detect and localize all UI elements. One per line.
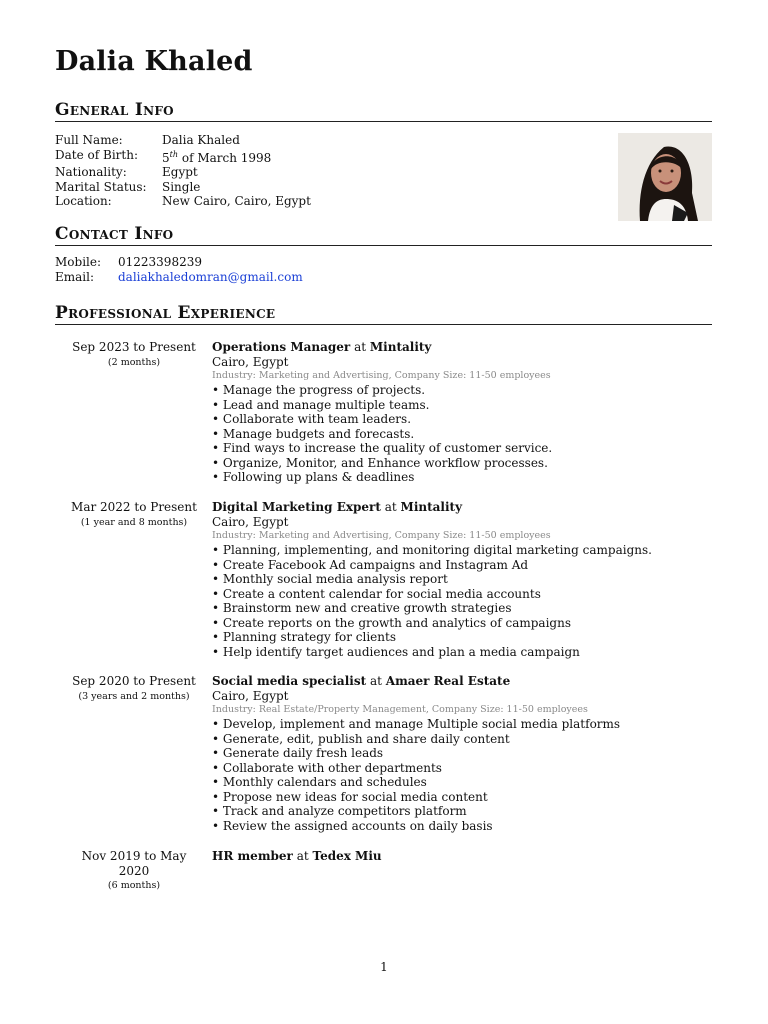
experience-date [77, 849, 191, 894]
page-number: 1 [380, 960, 388, 974]
field-marital-status [55, 180, 311, 195]
experience-details [212, 500, 712, 659]
mobile-value: 01223398239 [118, 255, 202, 269]
duty-bullet: • Develop, implement and manage Multiple social media platforms [212, 717, 712, 732]
role-line [212, 500, 712, 515]
duration: (1 year and 8 months) [80, 516, 188, 528]
general-info-section [55, 100, 712, 122]
role-title: Operations Manager [212, 340, 351, 354]
field-value: Egypt [162, 165, 198, 180]
experience-date [55, 500, 213, 530]
duty-bullet: • Create a content calendar for social media accounts [212, 587, 712, 602]
duty-bullet: • Review the assigned accounts on daily basis [212, 819, 712, 834]
at-word: at [296, 849, 309, 863]
role-line [212, 340, 712, 355]
contact-mobile [55, 255, 303, 270]
field-label: Full Name: [55, 133, 123, 147]
experience-heading: Professional Experience [55, 303, 712, 325]
contact-info-heading: Contact Info [55, 224, 712, 246]
field-label: Nationality: [55, 165, 127, 180]
field-value: Single [162, 179, 201, 194]
mobile-label: Mobile: [55, 255, 102, 269]
experience-details [212, 849, 712, 864]
date-range: Sep 2020 to Present [72, 674, 196, 688]
duty-bullet: • Create Facebook Ad campaigns and Instagram Ad [212, 558, 712, 573]
field-date-of-birth [55, 148, 311, 166]
role-title: Social media specialist [212, 674, 367, 688]
contact-info-section [55, 224, 712, 246]
duty-bullet: • Monthly calendars and schedules [212, 775, 712, 790]
company-name: Mintality [400, 500, 463, 514]
profile-photo-image [618, 133, 712, 221]
at-word: at [384, 500, 397, 514]
duty-bullet: • Collaborate with team leaders. [212, 412, 712, 427]
duty-bullet: • Collaborate with other departments [212, 761, 712, 776]
duty-bullet: • Track and analyze competitors platform [212, 804, 712, 819]
job-location: Cairo, Egypt [212, 354, 289, 369]
date-range: Sep 2023 to Present [72, 340, 196, 354]
experience-details [212, 674, 712, 833]
duty-bullet: • Brainstorm new and creative growth strategies [212, 601, 712, 616]
field-location [55, 194, 311, 209]
experience-date [55, 674, 213, 704]
contact-email [55, 270, 303, 285]
job-location: Cairo, Egypt [212, 514, 289, 529]
company-name: Tedex Miu [312, 849, 382, 863]
profile-photo [618, 133, 712, 221]
duty-bullet: • Find ways to increase the quality of customer service. [212, 441, 712, 456]
birth-day-suffix: th [169, 149, 179, 159]
candidate-name: Dalia Khaled [55, 46, 253, 77]
duty-bullet: • Planning, implementing, and monitoring digital marketing campaigns. [212, 543, 712, 558]
field-full-name [55, 133, 311, 148]
duty-bullet: • Following up plans & deadlines [212, 470, 712, 485]
duty-bullet: • Organize, Monitor, and Enhance workflow processes. [212, 456, 712, 471]
date-range: Nov 2019 to May 2020 [81, 849, 187, 878]
field-label: Date of Birth: [55, 147, 138, 162]
at-word: at [369, 674, 382, 688]
general-info-heading: General Info [55, 100, 712, 122]
field-value: New Cairo, Cairo, Egypt [162, 194, 311, 209]
field-value: Dalia Khaled [162, 133, 240, 147]
industry-meta: Industry: Real Estate/Property Management, Company Size: 11-50 employees [212, 704, 588, 715]
duration: (2 months) [107, 356, 161, 368]
industry-meta: Industry: Marketing and Advertising, Company Size: 11-50 employees [212, 370, 551, 381]
role-title: Digital Marketing Expert [212, 500, 381, 514]
field-label: Marital Status: [55, 179, 147, 194]
field-value [162, 148, 271, 166]
duty-bullet: • Generate, edit, publish and share daily content [212, 732, 712, 747]
duty-bullet: • Monthly social media analysis report [212, 572, 712, 587]
job-location: Cairo, Egypt [212, 688, 289, 703]
birth-month-year: of March 1998 [181, 150, 272, 165]
duty-bullet: • Help identify target audiences and plan a media campaign [212, 645, 712, 660]
duty-bullet: • Planning strategy for clients [212, 630, 712, 645]
duty-bullet: • Propose new ideas for social media content [212, 790, 712, 805]
duty-bullet: • Generate daily fresh leads [212, 746, 712, 761]
experience-details [212, 340, 712, 485]
email-link[interactable]: daliakhaledomran@gmail.com [118, 269, 303, 284]
industry-meta: Industry: Marketing and Advertising, Company Size: 11-50 employees [212, 530, 551, 541]
experience-section [55, 303, 712, 325]
duty-bullet: • Manage the progress of projects. [212, 383, 712, 398]
birth-day: 5 [162, 150, 170, 165]
role-line [212, 674, 712, 689]
duration: (3 years and 2 months) [78, 690, 190, 702]
duty-bullet: • Lead and manage multiple teams. [212, 398, 712, 413]
duration: (6 months) [107, 880, 161, 891]
experience-date [55, 340, 213, 370]
general-info-fields [55, 133, 311, 209]
field-label: Location: [55, 194, 112, 209]
at-word: at [354, 340, 367, 354]
company-name: Amaer Real Estate [385, 674, 511, 688]
duty-bullet: • Create reports on the growth and analytics of campaigns [212, 616, 712, 631]
field-nationality [55, 165, 311, 180]
duty-bullet: • Manage budgets and forecasts. [212, 427, 712, 442]
company-name: Mintality [369, 340, 432, 354]
contact-info-fields [55, 255, 303, 284]
role-title: HR member [212, 849, 293, 863]
email-label: Email: [55, 269, 95, 284]
date-range: Mar 2022 to Present [71, 500, 197, 514]
role-line [212, 849, 712, 864]
